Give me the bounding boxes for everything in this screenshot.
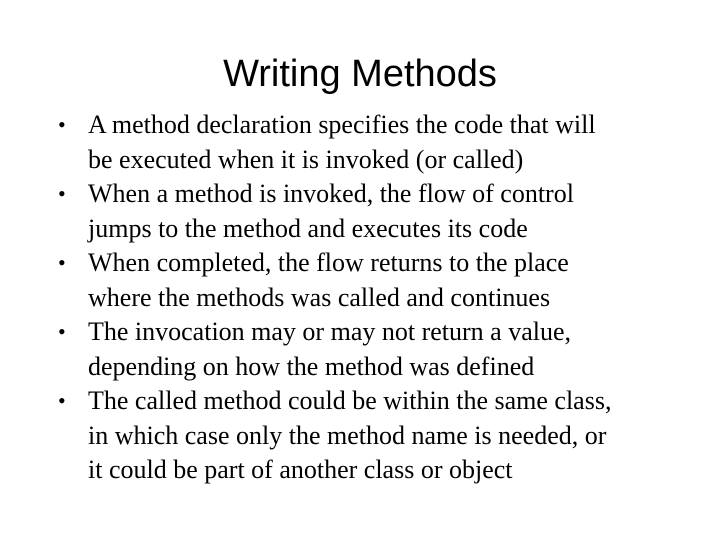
bullet-text-line: A method declaration specifies the code that will	[88, 110, 596, 139]
bullet-icon: •	[58, 112, 66, 137]
bullet-text-line: it could be part of another class or object	[88, 455, 513, 484]
bullet-list	[54, 108, 674, 488]
bullet-item	[54, 384, 674, 488]
bullet-text-line: jumps to the method and executes its code	[88, 213, 528, 243]
bullet-text-line: The invocation may or may not return a value,	[88, 317, 572, 346]
bullet-text-line: where the methods was called and continues	[88, 282, 551, 312]
bullet-item	[54, 108, 674, 177]
bullet-text-line: in which case only the method name is needed, or	[88, 420, 607, 450]
bullet-icon: •	[58, 319, 66, 344]
bullet-text-line: be executed when it is invoked (or called)	[88, 144, 524, 174]
bullet-text-line: When a method is invoked, the flow of control	[88, 179, 574, 208]
bullet-text-line: When completed, the flow returns to the place	[88, 248, 569, 277]
bullet-text-line: depending on how the method was defined	[88, 351, 535, 381]
bullet-icon: •	[58, 250, 66, 275]
bullet-item	[54, 246, 674, 315]
slide-title: Writing Methods	[223, 53, 497, 95]
bullet-text-line: The called method could be within the same class,	[88, 386, 612, 415]
bullet-item	[54, 315, 674, 384]
bullet-icon: •	[58, 181, 66, 206]
bullet-item	[54, 177, 674, 246]
bullet-icon: •	[58, 388, 66, 413]
